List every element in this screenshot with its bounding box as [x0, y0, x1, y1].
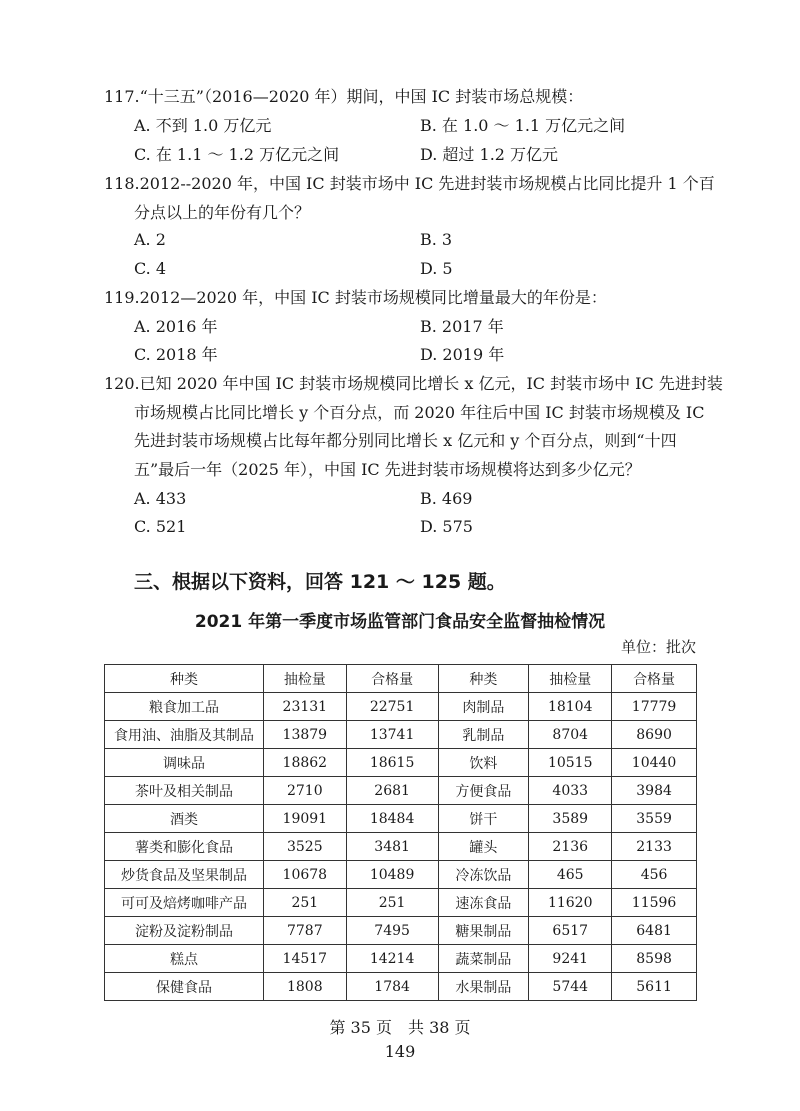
table-row: [105, 945, 697, 973]
cell-category: 肉制品: [438, 693, 529, 721]
cell-category: 茶叶及相关制品: [105, 777, 264, 805]
cell-category: 调味品: [105, 749, 264, 777]
cell-category: 炒货食品及坚果制品: [105, 861, 264, 889]
question-120-option-c: C. 521: [134, 517, 187, 536]
cell-qualified: 2133: [612, 833, 697, 861]
table-row: [105, 721, 697, 749]
cell-sampled: 9241: [529, 945, 612, 973]
cell-category: 罐头: [438, 833, 529, 861]
cell-qualified: 22751: [346, 693, 438, 721]
question-119-option-c: C. 2018 年: [134, 345, 218, 364]
table-title: 2021 年第一季度市场监管部门食品安全监督抽检情况: [194, 612, 606, 632]
question-119-option-b: B. 2017 年: [420, 317, 504, 336]
cell-sampled: 8704: [529, 721, 612, 749]
cell-category: 酒类: [105, 805, 264, 833]
cell-sampled: 465: [529, 861, 612, 889]
header-category-1: 种类: [105, 665, 264, 693]
question-118-line-2: 分点以上的年份有几个？: [134, 203, 311, 222]
cell-sampled: 7787: [263, 917, 346, 945]
table-row: [105, 777, 697, 805]
question-117-line-1: 117.“十三五”（2016—2020 年）期间，中国 IC 封装市场总规模：: [104, 87, 584, 106]
table-row: [105, 889, 697, 917]
cell-sampled: 3525: [263, 833, 346, 861]
table-row: [105, 973, 697, 1001]
cell-qualified: 3481: [346, 833, 438, 861]
cell-category: 可可及焙烤咖啡产品: [105, 889, 264, 917]
cell-sampled: 11620: [529, 889, 612, 917]
cell-qualified: 7495: [346, 917, 438, 945]
cell-qualified: 8690: [612, 721, 697, 749]
cell-sampled: 13879: [263, 721, 346, 749]
cell-category: 冷冻饮品: [438, 861, 529, 889]
cell-qualified: 6481: [612, 917, 697, 945]
cell-qualified: 17779: [612, 693, 697, 721]
cell-category: 饮料: [438, 749, 529, 777]
question-117-option-b: B. 在 1.0 ～ 1.1 万亿元之间: [420, 116, 626, 135]
cell-qualified: 18484: [346, 805, 438, 833]
table-row: [105, 917, 697, 945]
cell-qualified: 3559: [612, 805, 697, 833]
cell-qualified: 2681: [346, 777, 438, 805]
question-120-line-3: 先进封装市场规模占比每年都分别同比增长 x 亿元和 y 个百分点，则到“十四: [134, 431, 677, 450]
cell-qualified: 10440: [612, 749, 697, 777]
cell-sampled: 10515: [529, 749, 612, 777]
inspection-table: [104, 664, 697, 1001]
cell-category: 方便食品: [438, 777, 529, 805]
cell-qualified: 8598: [612, 945, 697, 973]
table-header-row: [105, 665, 697, 693]
cell-qualified: 5611: [612, 973, 697, 1001]
cell-category: 水果制品: [438, 973, 529, 1001]
question-118-option-c: C. 4: [134, 259, 167, 278]
page-info: 第 35 页 共 38 页: [329, 1018, 471, 1037]
question-119-option-a: A. 2016 年: [134, 317, 218, 336]
question-120-option-a: A. 433: [134, 489, 187, 508]
table-unit: 单位：批次: [620, 638, 696, 656]
cell-category: 速冻食品: [438, 889, 529, 917]
cell-sampled: 14517: [263, 945, 346, 973]
table-row: [105, 805, 697, 833]
cell-qualified: 18615: [346, 749, 438, 777]
cell-category: 食用油、油脂及其制品: [105, 721, 264, 749]
table-row: [105, 861, 697, 889]
cell-qualified: 1784: [346, 973, 438, 1001]
cell-sampled: 1808: [263, 973, 346, 1001]
cell-qualified: 13741: [346, 721, 438, 749]
page-number: 149: [384, 1042, 416, 1061]
question-119-option-d: D. 2019 年: [420, 345, 505, 364]
cell-sampled: 18104: [529, 693, 612, 721]
cell-sampled: 10678: [263, 861, 346, 889]
cell-category: 淀粉及淀粉制品: [105, 917, 264, 945]
question-120-option-b: B. 469: [420, 489, 473, 508]
cell-sampled: 18862: [263, 749, 346, 777]
header-qualified-2: 合格量: [612, 665, 697, 693]
cell-sampled: 2710: [263, 777, 346, 805]
question-117-option-c: C. 在 1.1 ～ 1.2 万亿元之间: [134, 145, 340, 164]
question-118-option-a: A. 2: [134, 230, 166, 249]
cell-sampled: 4033: [529, 777, 612, 805]
table-row: [105, 749, 697, 777]
cell-category: 粮食加工品: [105, 693, 264, 721]
header-sampled-2: 抽检量: [529, 665, 612, 693]
table-row: [105, 833, 697, 861]
cell-category: 蔬菜制品: [438, 945, 529, 973]
question-117-option-d: D. 超过 1.2 万亿元: [420, 145, 559, 164]
question-118-option-b: B. 3: [420, 230, 453, 249]
header-category-2: 种类: [438, 665, 529, 693]
question-118-option-d: D. 5: [420, 259, 453, 278]
question-120-line-2: 市场规模占比同比增长 y 个百分点，而 2020 年往后中国 IC 封装市场规模及 IC: [134, 403, 705, 422]
question-120-line-4: 五”最后一年（2025 年），中国 IC 先进封装市场规模将达到多少亿元？: [134, 460, 641, 479]
cell-sampled: 2136: [529, 833, 612, 861]
question-120-option-d: D. 575: [420, 517, 473, 536]
table-row: [105, 693, 697, 721]
cell-category: 保健食品: [105, 973, 264, 1001]
cell-category: 乳制品: [438, 721, 529, 749]
question-120-line-1: 120.已知 2020 年中国 IC 封装市场规模同比增长 x 亿元，IC 封装市场中 IC 先进封装: [104, 374, 723, 393]
cell-sampled: 19091: [263, 805, 346, 833]
question-118-line-1: 118.2012--2020 年，中国 IC 封装市场中 IC 先进封装市场规模占比同比提升 1 个百: [104, 174, 715, 193]
cell-sampled: 6517: [529, 917, 612, 945]
cell-sampled: 23131: [263, 693, 346, 721]
cell-qualified: 456: [612, 861, 697, 889]
cell-qualified: 10489: [346, 861, 438, 889]
cell-category: 糖果制品: [438, 917, 529, 945]
header-sampled-1: 抽检量: [263, 665, 346, 693]
cell-category: 饼干: [438, 805, 529, 833]
header-qualified-1: 合格量: [346, 665, 438, 693]
cell-category: 薯类和膨化食品: [105, 833, 264, 861]
cell-qualified: 251: [346, 889, 438, 917]
cell-qualified: 3984: [612, 777, 697, 805]
cell-sampled: 3589: [529, 805, 612, 833]
section-heading: 三、根据以下资料，回答 121 ～ 125 题。: [134, 571, 506, 593]
cell-sampled: 251: [263, 889, 346, 917]
cell-sampled: 5744: [529, 973, 612, 1001]
cell-qualified: 14214: [346, 945, 438, 973]
cell-category: 糕点: [105, 945, 264, 973]
question-119-line-1: 119.2012—2020 年，中国 IC 封装市场规模同比增量最大的年份是：: [104, 288, 607, 307]
question-117-option-a: A. 不到 1.0 万亿元: [134, 116, 272, 135]
cell-qualified: 11596: [612, 889, 697, 917]
